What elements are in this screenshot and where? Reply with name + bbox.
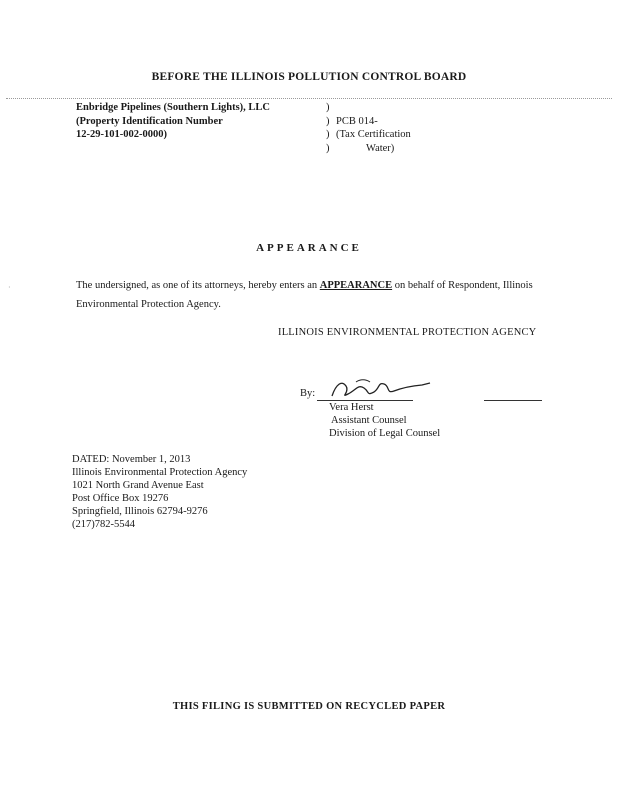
city-line: Springfield, Illinois 62794-9276	[72, 506, 208, 517]
handwritten-signature	[326, 376, 436, 402]
margin-mark: ·	[8, 283, 11, 292]
signer-details	[329, 401, 440, 440]
board-title: BEFORE THE ILLINOIS POLLUTION CONTROL BOARD	[151, 71, 467, 83]
caption-paren: )	[326, 115, 330, 127]
caption-left-line: (Property Identification Number	[76, 115, 223, 127]
case-number: PCB 014-	[336, 115, 378, 127]
signature-line-right	[484, 400, 542, 401]
phone-line: (217)782-5544	[72, 519, 135, 530]
appearance-body	[76, 276, 556, 314]
case-caption-right	[326, 101, 411, 155]
case-type-cont: Water)	[366, 142, 395, 154]
caption-left-line: Enbridge Pipelines (Southern Lights), LLC	[76, 102, 270, 113]
agency-name: ILLINOIS ENVIRONMENTAL PROTECTION AGENCY	[278, 327, 537, 338]
caption-right-line	[326, 128, 411, 142]
caption-right-line	[326, 101, 411, 115]
case-caption-left	[76, 101, 270, 142]
caption-left-line: 12-29-101-002-0000)	[76, 129, 167, 140]
by-label: By:	[300, 388, 316, 399]
body-keyword: APPEARANCE	[319, 280, 393, 291]
dated-address-block	[72, 453, 247, 531]
body-suffix: on behalf of Respondent, Illinois Environmental Protection Agency.	[76, 280, 533, 310]
dotted-rule	[6, 98, 612, 99]
caption-paren: )	[326, 129, 330, 140]
caption-paren: )	[326, 102, 330, 113]
address-line: 1021 North Grand Avenue East	[72, 480, 204, 491]
caption-right-line	[326, 115, 411, 129]
signer-name: Vera Herst	[329, 402, 374, 413]
case-type: (Tax Certification	[336, 129, 411, 140]
dated-line: DATED: November 1, 2013	[72, 454, 191, 465]
recycled-paper-notice: THIS FILING IS SUBMITTED ON RECYCLED PAPER	[172, 701, 446, 712]
caption-paren: )	[326, 142, 330, 154]
agency-line: Illinois Environmental Protection Agency	[72, 467, 248, 478]
body-prefix: The undersigned, as one of its attorneys, hereby enters an	[76, 280, 318, 291]
signer-division: Division of Legal Counsel	[329, 428, 441, 439]
signer-title: Assistant Counsel	[331, 415, 407, 426]
caption-right-line	[326, 142, 411, 156]
po-box-line: Post Office Box 19276	[72, 493, 169, 504]
appearance-heading: APPEARANCE	[256, 242, 362, 254]
